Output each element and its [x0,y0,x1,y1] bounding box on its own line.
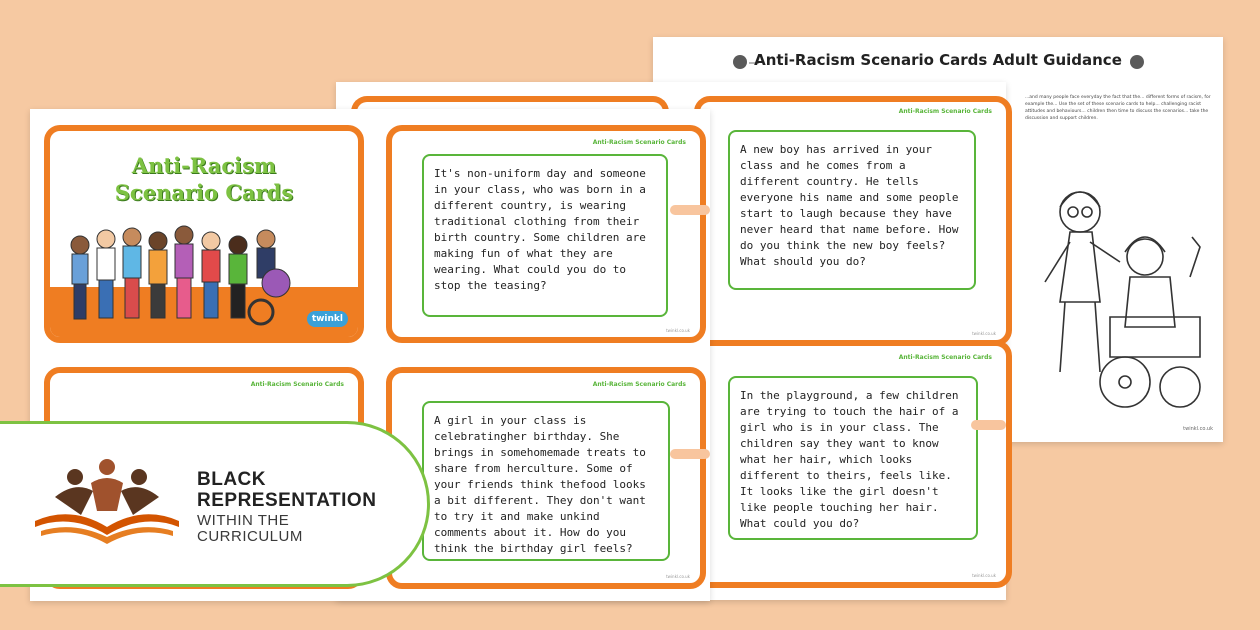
card-footer: twinkl.co.uk [666,574,690,579]
children-group-illustration [66,217,296,327]
banner-line3: WITHIN THE [197,512,290,529]
guidance-title: Anti-Racism Scenario Cards Adult Guidance [754,51,1122,69]
card-footer: twinkl.co.uk [972,573,996,578]
card-footer: twinkl.co.uk [972,331,996,336]
card-header: Anti-Racism Scenario Cards [898,354,992,361]
scenario-text-hair: In the playground, a few children are trying to touch the hair of a girl who is in your class. The children say they want to know what her hair, which looks different to theirs, feels like. It looks like the girl doesn't like people touching her hair. What could you do? [728,376,978,540]
illustration-children-drawing [1025,167,1215,417]
scenario-card-nonuniform [386,125,706,343]
guidance-text: ...and many people face everyday the fact that the... different forms of racism, for example the... Use the set of these scenario cards to help... challenging racist attitudes and behaviours... children then time to discuss the scenarios... take the discussion and support children. [1025,95,1211,121]
cover-card [44,125,364,343]
banner-line2: REPRESENTATION [197,490,377,511]
scenario-text-birthday: A girl in your class is celebratingher birthday. She brings in somehomemade treats to share from herculture. Some of your friends think thefood looks a bit different. They don't want to try it and make unkind comments about it. How do you think the birthday girl feels? [422,401,670,561]
black-representation-banner [0,421,430,587]
swoosh-decoration [670,205,710,215]
cover-title-line2: Scenario Cards [114,180,294,205]
book-people-logo-icon [27,459,187,549]
card-header: Anti-Racism Scenario Cards [898,108,992,115]
twinkl-logo: twinkl [307,311,348,327]
guidance-footer: twinkl.co.uk [1183,426,1213,432]
scenario-card-hair [694,340,1012,588]
scenario-text-nonuniform: It's non-uniform day and someone in your class, who was born in a different country, is wearing traditional clothing from their birth country. Some children are making fun of what they are wearing. What could you do to stop the teasing? [422,154,668,317]
cover-title-line1: Anti-Racism [131,153,277,178]
banner-line4: CURRICULUM [197,528,303,545]
scenario-card-newboy [694,96,1012,346]
swoosh-decoration [971,420,1006,430]
scenario-card-birthday [386,367,706,589]
card-footer: twinkl.co.uk [666,328,690,333]
banner-line1: BLACK [197,469,266,490]
swoosh-decoration [670,449,710,459]
card-header: Anti-Racism Scenario Cards [250,381,344,388]
card-header: Anti-Racism Scenario Cards [592,139,686,146]
scenario-text-newboy: A new boy has arrived in your class and he comes from a different country. He tells everyone his name and some people start to laugh because they have never heard that name before. How do you think the new boy feels? What should you do? [728,130,976,290]
card-header: Anti-Racism Scenario Cards [592,381,686,388]
